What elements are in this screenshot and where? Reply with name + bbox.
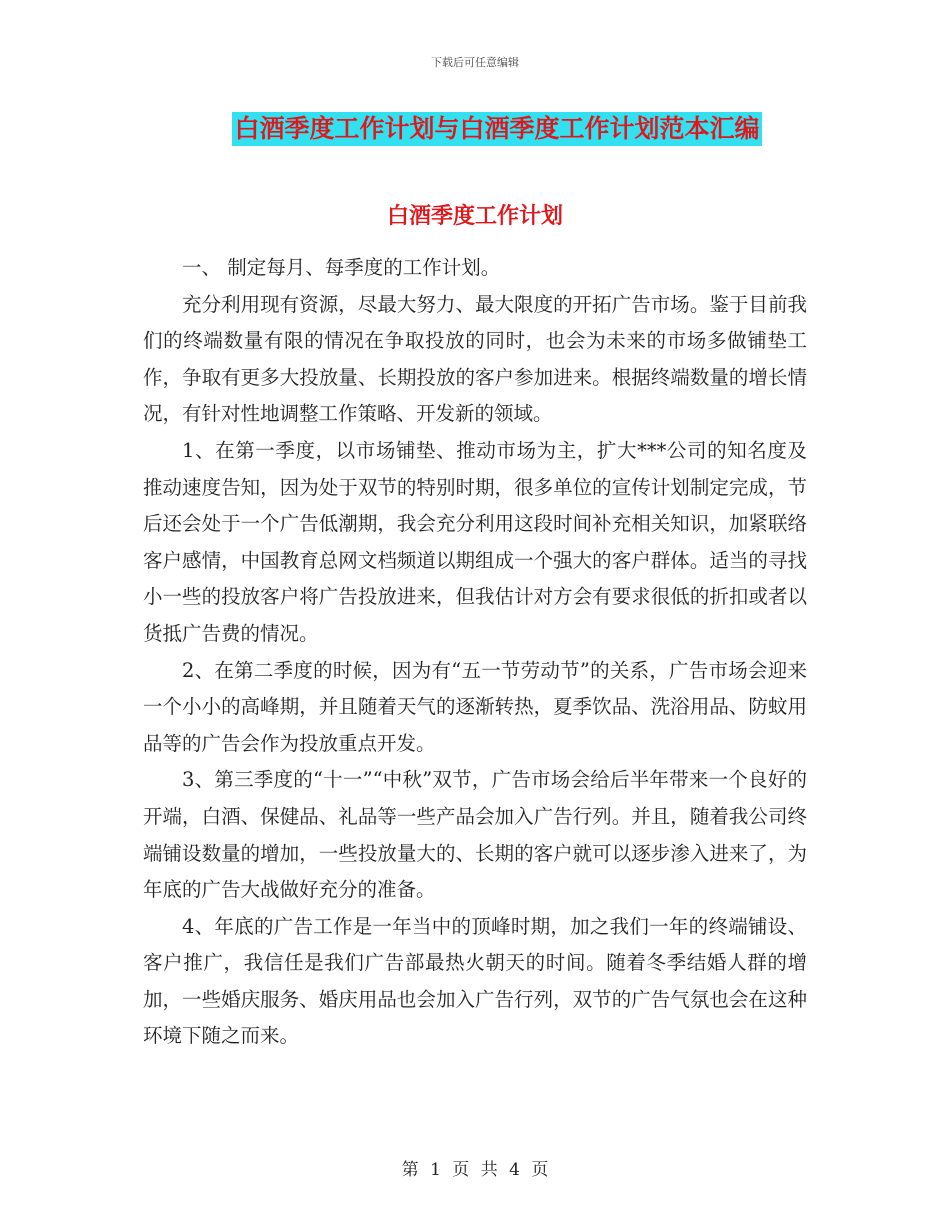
- paragraph-q2: 2、在第二季度的时候，因为有“五一节劳动节”的关系，广告市场会迎来一个小小的高峰期，并且随着天气的逐渐转热，夏季饮品、洗浴用品、防蚊用品等的广告会作为投放重点开发。: [143, 658, 807, 755]
- document-main-title: 白酒季度工作计划与白酒季度工作计划范本汇编: [232, 112, 761, 146]
- main-title-container: [0, 112, 950, 146]
- paragraph-heading-1: 一、 制定每月、每季度的工作计划。: [182, 256, 501, 279]
- paragraph-q4: 4、年底的广告工作是一年当中的顶峰时期，加之我们一年的终端铺设、客户推广，我信任是我们广告部最热火朝天的时间。随着冬季结婚人群的增加，一些婚庆服务、婚庆用品也会加入广告行列，双节的广告气氛也会在这种环境下随之而来。: [143, 914, 807, 1048]
- paragraph: 充分利用现有资源，尽最大努力、最大限度的开拓广告市场。鉴于目前我们的终端数量有限的情况在争取投放的同时，也会为未来的市场多做铺垫工作，争取有更多大投放量、长期投放的客户参加进来。根据终端数量的增长情况，有针对性地调整工作策略、开发新的领域。: [143, 292, 807, 426]
- section-title: 白酒季度工作计划: [386, 204, 563, 229]
- paragraph-q1: 1、在第一季度，以市场铺垫、推动市场为主，扩大***公司的知名度及推动速度告知，因为处于双节的特别时期，很多单位的宣传计划制定完成，节后还会处于一个广告低潮期，我会充分利用这段时间补充相关知识，加紧联络客户感情，中国教育总网文档频道以期组成一个强大的客户群体。适当的寻找小一些的投放客户将广告投放进来，但我估计对方会有要求很低的折扣或者以货抵广告费的情况。: [143, 438, 807, 645]
- header-note: 下载后可任意编辑: [431, 56, 519, 69]
- page-number-footer: 第 1 页 共 4 页: [401, 1160, 549, 1180]
- paragraph-q3: 3、第三季度的“十一”“中秋”双节，广告市场会给后半年带来一个良好的开端，白酒、保健品、礼品等一些产品会加入广告行列。并且，随着我公司终端铺设数量的增加，一些投放量大的、长期的客户就可以逐步渗入进来了，为年底的广告大战做好充分的准备。: [143, 768, 807, 902]
- document-body: [143, 250, 807, 1055]
